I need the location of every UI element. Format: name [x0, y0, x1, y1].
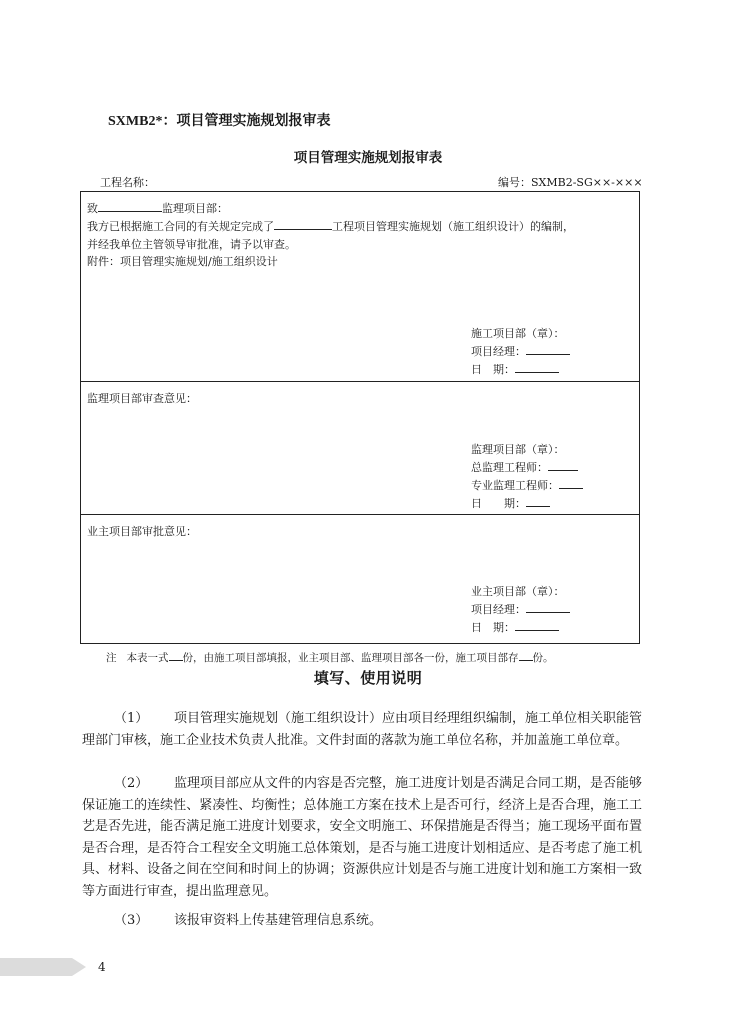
owner-date-blank[interactable] — [515, 619, 559, 631]
contractor-date-blank[interactable] — [515, 361, 559, 373]
owner-section — [81, 515, 639, 643]
project-name-label: 工程名称： — [100, 176, 155, 189]
retained-copies-blank[interactable] — [519, 650, 533, 661]
form-code: 编号：SXMB2-SG××-××× — [498, 176, 643, 189]
specialist-engineer-label: 专业监理工程师： — [471, 479, 559, 492]
contractor-date-label: 日 期： — [471, 363, 515, 376]
specialist-engineer-blank[interactable] — [559, 477, 583, 489]
footnote-part-1: 本表一式 — [126, 652, 169, 664]
footnote-part-2: 份，由施工项目部填报，业主项目部、监理项目部各一份，施工项目部存 — [182, 652, 519, 664]
contractor-date-line — [471, 361, 559, 377]
submission-suffix: 工程项目管理实施规划（施工组织设计）的编制， — [332, 220, 574, 233]
instruction-item-3 — [82, 910, 642, 932]
instruction-number: （3） — [114, 913, 149, 928]
copies-blank[interactable] — [169, 650, 183, 661]
addressee-line — [87, 200, 228, 216]
supervision-date-label: 日 期： — [471, 497, 526, 510]
contractor-section — [81, 192, 639, 382]
footnote-label: 注 — [106, 652, 117, 664]
chief-engineer-label: 总监理工程师： — [471, 461, 548, 474]
instructions-title: 填写、使用说明 — [313, 669, 423, 687]
document-heading: SXMB2*：项目管理实施规划报审表 — [108, 114, 331, 129]
to-label: 致 — [87, 202, 98, 215]
supervision-date-blank[interactable] — [526, 495, 550, 507]
footnote-part-3: 份。 — [532, 652, 554, 664]
page-tab-decoration — [0, 958, 90, 976]
specialist-engineer-line — [471, 477, 583, 493]
instruction-number: （1） — [114, 711, 149, 726]
owner-manager-label: 项目经理： — [471, 603, 526, 616]
contractor-manager-line — [471, 343, 570, 359]
form-title: 项目管理实施规划报审表 — [293, 150, 443, 166]
contractor-seal-label: 施工项目部（章）： — [471, 327, 565, 340]
contractor-manager-blank[interactable] — [526, 343, 570, 355]
supervision-date-line — [471, 495, 550, 511]
owner-manager-blank[interactable] — [526, 601, 570, 613]
instruction-item-1 — [82, 708, 642, 751]
instruction-text: 项目管理实施规划（施工组织设计）应由项目经理组织编制，施工单位相关职能管理部门审核，施工企业技术负责人批准。文件封面的落款为施工单位名称，并加盖施工单位章。 — [82, 711, 643, 748]
owner-date-label: 日 期： — [471, 621, 515, 634]
footnote — [106, 650, 554, 665]
owner-approval-label: 业主项目部审批意见： — [87, 525, 197, 538]
page-tab-shape — [0, 958, 86, 976]
addressee-suffix: 监理项目部： — [162, 202, 228, 215]
project-blank[interactable] — [274, 218, 332, 230]
contractor-manager-label: 项目经理： — [471, 345, 526, 358]
owner-date-line — [471, 619, 559, 635]
instruction-text: 监理项目部应从文件的内容是否完整，施工进度计划是否满足合同工期，是否能够保证施工的连续性、紧凑性、均衡性；总体施工方案在技术上是否可行，经济上是否合理，施工工艺是否先进，能否满足施工进度计划要求，安全文明施工、环保措施是否得当；施工现场平面布置是否合理，是否符合工程安全文明施工总体策划，是否与施工进度计划相适应、是否考虑了施工机具、材料、设备之间在空间和时间上的协调；资源供应计划是否与施工进度计划和施工方案相一致等方面进行审查，提出监理意见。 — [82, 776, 643, 899]
form-table — [80, 191, 640, 644]
supervision-seal-label: 监理项目部（章）： — [471, 443, 565, 456]
chief-engineer-line — [471, 459, 578, 475]
instruction-text: 该报审资料上传基建管理信息系统。 — [174, 913, 383, 928]
supervision-section — [81, 382, 639, 515]
submission-line-1 — [87, 218, 574, 234]
submission-prefix: 我方已根据施工合同的有关规定完成了 — [87, 220, 274, 233]
attachment-line: 附件：项目管理实施规划/施工组织设计 — [87, 255, 278, 268]
chief-engineer-blank[interactable] — [548, 459, 578, 471]
instruction-item-2 — [82, 773, 642, 902]
supervision-opinion-label: 监理项目部审查意见： — [87, 392, 197, 405]
submission-line-2: 并经我单位主管领导审批准，请予以审查。 — [87, 238, 296, 251]
instruction-number: （2） — [114, 776, 149, 791]
addressee-blank[interactable] — [98, 200, 162, 212]
owner-manager-line — [471, 601, 570, 617]
page-number: 4 — [98, 960, 106, 974]
owner-seal-label: 业主项目部（章）： — [471, 585, 565, 598]
